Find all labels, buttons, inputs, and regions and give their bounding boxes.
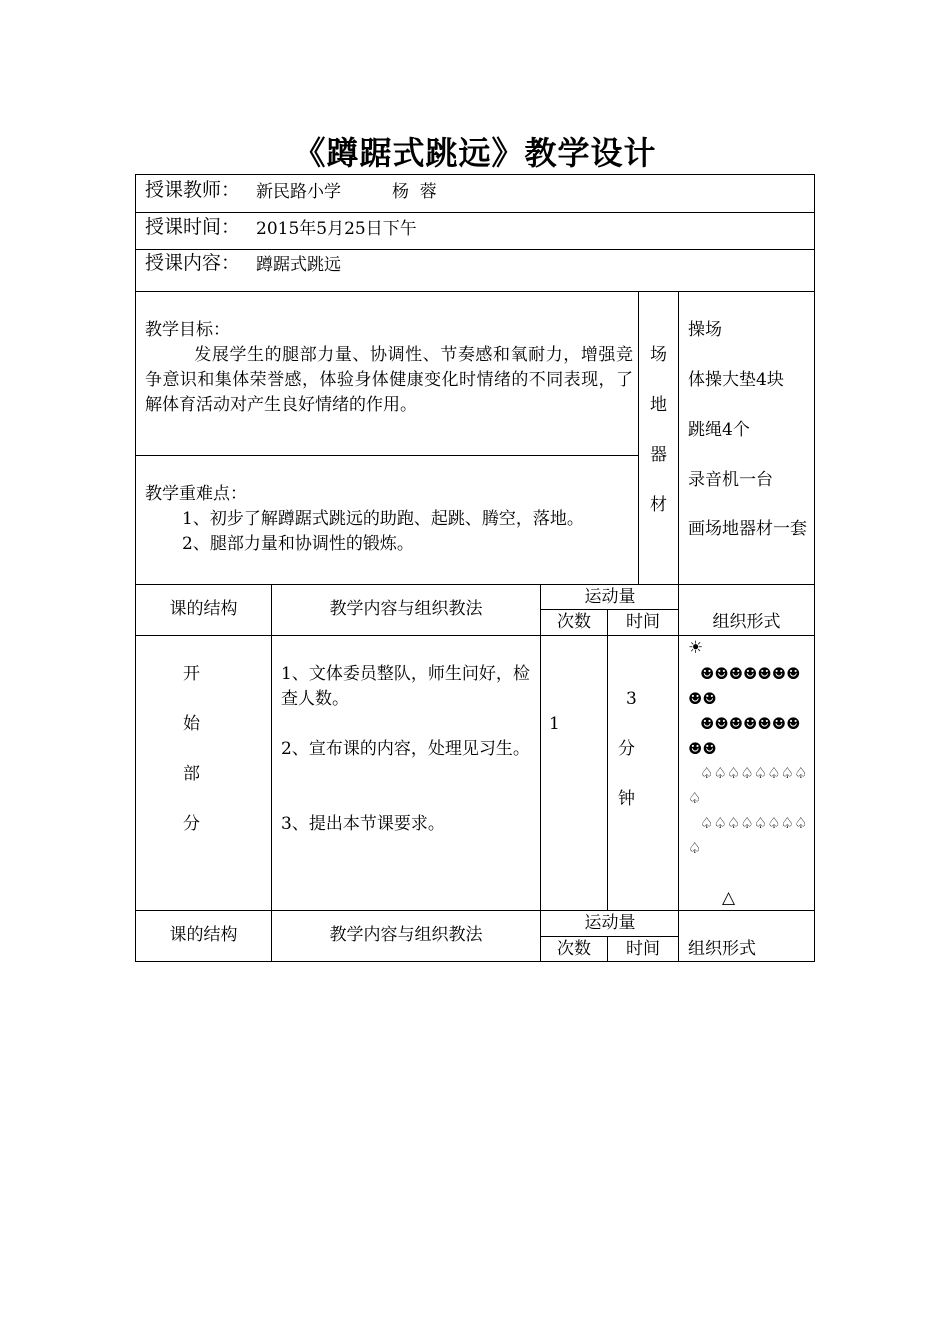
header-content: 教学内容与组织教法 [329,599,483,619]
header-time: 时间 [626,939,660,959]
keypoint-item: 1、初步了解蹲踞式跳远的助跑、起跳、腾空，落地。 [182,509,584,529]
content-label: 授课内容： [145,252,241,274]
section-name-char: 始 [183,714,200,734]
student-row-spade-icons: ♤♤♤♤♤♤♤♤♤ [688,764,808,807]
venue-item: 体操大垫4块 [688,370,784,390]
header-form: 组织形式 [688,939,756,959]
section-name-char: 开 [183,664,200,684]
teacher-triangle-icon: △ [722,888,736,908]
header-time: 时间 [626,612,660,632]
content-value: 蹲踞式跳远 [256,255,341,275]
header-load: 运动量 [584,913,636,933]
header-form: 组织形式 [712,612,781,632]
venue-item: 画场地器材一套 [688,519,807,539]
header-structure: 课的结构 [169,599,238,619]
venue-label-char: 场 [650,345,667,365]
header-count: 次数 [557,612,591,632]
student-row-icons: ☻☻☻☻☻☻☻☻☻ [688,714,801,758]
goals-text: 发展学生的腿部力量、协调性、节奏感和氧耐力，增强竞争意识和集体荣誉感，体验身体健康变化时情绪的不同表现，了解体育活动对产生良好情绪的作用。 [145,345,633,415]
header-structure: 课的结构 [169,925,238,945]
venue-label-char: 材 [650,495,667,515]
section-item: 1、文体委员整队，师生问好，检查人数。 [281,664,530,709]
section-time-char: 钟 [618,789,635,809]
teacher-label: 授课教师： [145,179,241,201]
venue-label-char: 器 [650,445,667,465]
section-time-char: 3 [626,689,637,709]
section-item: 3、提出本节课要求。 [281,814,445,834]
time-value: 2015年5月25日下午 [256,219,417,239]
keypoints-heading: 教学重难点： [145,484,247,504]
time-label: 授课时间： [145,216,241,238]
section-count: 1 [549,714,560,734]
venue-item: 跳绳4个 [688,420,750,440]
goals-heading: 教学目标： [145,320,230,340]
section-name-char: 部 [183,764,200,784]
section-item: 2、宣布课的内容，处理见习生。 [281,739,530,759]
document-title: 《蹲踞式跳远》教学设计 [293,134,657,172]
header-count: 次数 [557,939,591,959]
student-row-spade-icons: ♤♤♤♤♤♤♤♤♤ [688,814,808,857]
section-name-char: 分 [183,814,200,834]
teacher-value: 新民路小学 杨 蓉 [256,182,437,202]
venue-item: 录音机一台 [688,470,773,490]
header-content: 教学内容与组织教法 [329,925,483,945]
section-time-char: 分 [618,739,635,759]
venue-label-char: 地 [650,395,667,415]
keypoint-item: 2、腿部力量和协调性的锻炼。 [182,534,414,554]
sun-icon: ☀ [688,638,704,658]
student-row-icons: ☻☻☻☻☻☻☻☻☻ [688,664,801,708]
header-load: 运动量 [584,587,636,607]
venue-item: 操场 [688,320,722,340]
